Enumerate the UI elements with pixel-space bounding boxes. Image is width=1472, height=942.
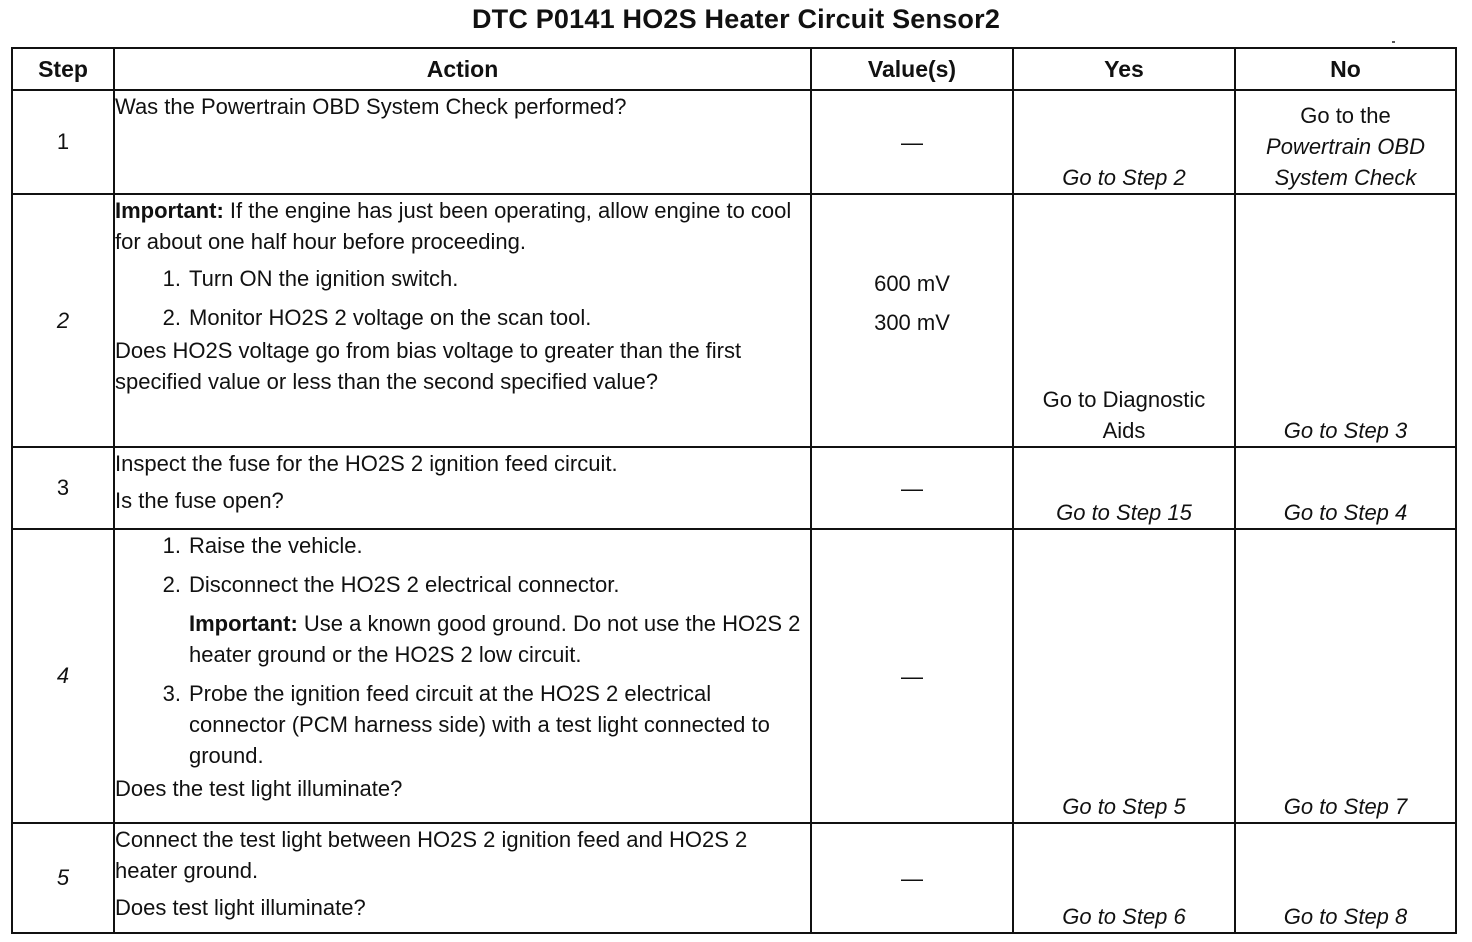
action-step-item	[115, 263, 810, 294]
no-cell[interactable]	[1235, 90, 1456, 194]
step-number: 3	[12, 447, 114, 529]
table-row-step-2	[12, 194, 1456, 447]
step-number: 4	[12, 529, 114, 823]
step-number: 2	[12, 194, 114, 447]
action-step-num: 1.	[162, 266, 181, 291]
value-cell: —	[811, 529, 1013, 823]
important-label: Important:	[189, 611, 298, 636]
diagnostic-table	[11, 47, 1457, 934]
no-cell[interactable]: Go to Step 8	[1235, 823, 1456, 933]
action-question: Does the test light illuminate?	[115, 776, 403, 801]
action-step-num: 3.	[162, 681, 181, 706]
important-note	[181, 608, 810, 670]
important-text: Use a known good ground. Do not use the HO2S 2 heater ground or the HO2S 2 low circuit.	[189, 611, 801, 667]
no-cell-link[interactable]: Powertrain OBD System Check	[1266, 134, 1425, 190]
action-question: Does HO2S voltage go from bias voltage to greater than the first specified value or less than the second specified value?	[115, 338, 742, 394]
action-step-text: Disconnect the HO2S 2 electrical connector.	[189, 572, 620, 597]
action-step-item	[115, 530, 810, 561]
action-step-num: 1.	[162, 533, 181, 558]
yes-cell[interactable]: Go to Step 2	[1013, 90, 1235, 194]
value-cell: —	[811, 90, 1013, 194]
yes-cell[interactable]: Go to Diagnostic Aids	[1013, 194, 1235, 447]
table-row-step-4	[12, 529, 1456, 823]
header-action: Action	[114, 48, 811, 90]
action-cell	[114, 447, 811, 529]
action-cell	[114, 194, 811, 447]
action-cell	[114, 90, 811, 194]
important-text: If the engine has just been operating, allow engine to cool for about one half hour before proceeding.	[115, 198, 792, 254]
action-step-item	[115, 678, 810, 771]
scan-speck	[1392, 41, 1395, 43]
step-number: 1	[12, 90, 114, 194]
action-step-text: Monitor HO2S 2 voltage on the scan tool.	[189, 305, 592, 330]
value-cell: —	[811, 447, 1013, 529]
no-cell-prefix: Go to the	[1300, 103, 1391, 128]
table-row-step-1	[12, 90, 1456, 194]
value-cell	[811, 194, 1013, 447]
action-step-item	[115, 302, 810, 333]
action-cell	[114, 823, 811, 933]
action-step-item	[115, 569, 810, 600]
header-yes: Yes	[1013, 48, 1235, 90]
action-step-num: 2.	[162, 305, 181, 330]
table-row-step-5	[12, 823, 1456, 933]
action-line: Connect the test light between HO2S 2 ignition feed and HO2S 2 heater ground.	[115, 827, 748, 883]
header-step: Step	[12, 48, 114, 90]
value-2: 300 mV	[874, 309, 950, 335]
yes-cell[interactable]: Go to Step 15	[1013, 447, 1235, 529]
page-title: DTC P0141 HO2S Heater Circuit Sensor2	[471, 4, 1001, 34]
table-header-row	[12, 48, 1456, 90]
no-cell[interactable]: Go to Step 7	[1235, 529, 1456, 823]
action-step-num: 2.	[162, 572, 181, 597]
action-cell	[114, 529, 811, 823]
action-question: Is the fuse open?	[115, 488, 284, 513]
action-line: Inspect the fuse for the HO2S 2 ignition feed circuit.	[115, 451, 618, 476]
no-cell[interactable]: Go to Step 3	[1235, 194, 1456, 447]
table-row-step-3	[12, 447, 1456, 529]
step-number: 5	[12, 823, 114, 933]
value-1: 600 mV	[874, 270, 950, 296]
action-step-text: Probe the ignition feed circuit at the HO2S 2 electrical connector (PCM harness side) with a test light connected to ground.	[189, 681, 770, 768]
action-steps	[115, 263, 810, 333]
no-cell[interactable]: Go to Step 4	[1235, 447, 1456, 529]
action-steps	[115, 530, 810, 600]
action-steps-continued	[115, 678, 810, 771]
important-note	[115, 195, 810, 257]
yes-cell[interactable]: Go to Step 5	[1013, 529, 1235, 823]
yes-cell[interactable]: Go to Step 6	[1013, 823, 1235, 933]
value-cell: —	[811, 823, 1013, 933]
header-values: Value(s)	[811, 48, 1013, 90]
header-no: No	[1235, 48, 1456, 90]
action-step-text: Raise the vehicle.	[189, 533, 363, 558]
action-question: Was the Powertrain OBD System Check performed?	[115, 94, 627, 119]
action-step-text: Turn ON the ignition switch.	[189, 266, 459, 291]
important-label: Important:	[115, 198, 224, 223]
action-question: Does test light illuminate?	[115, 895, 366, 920]
